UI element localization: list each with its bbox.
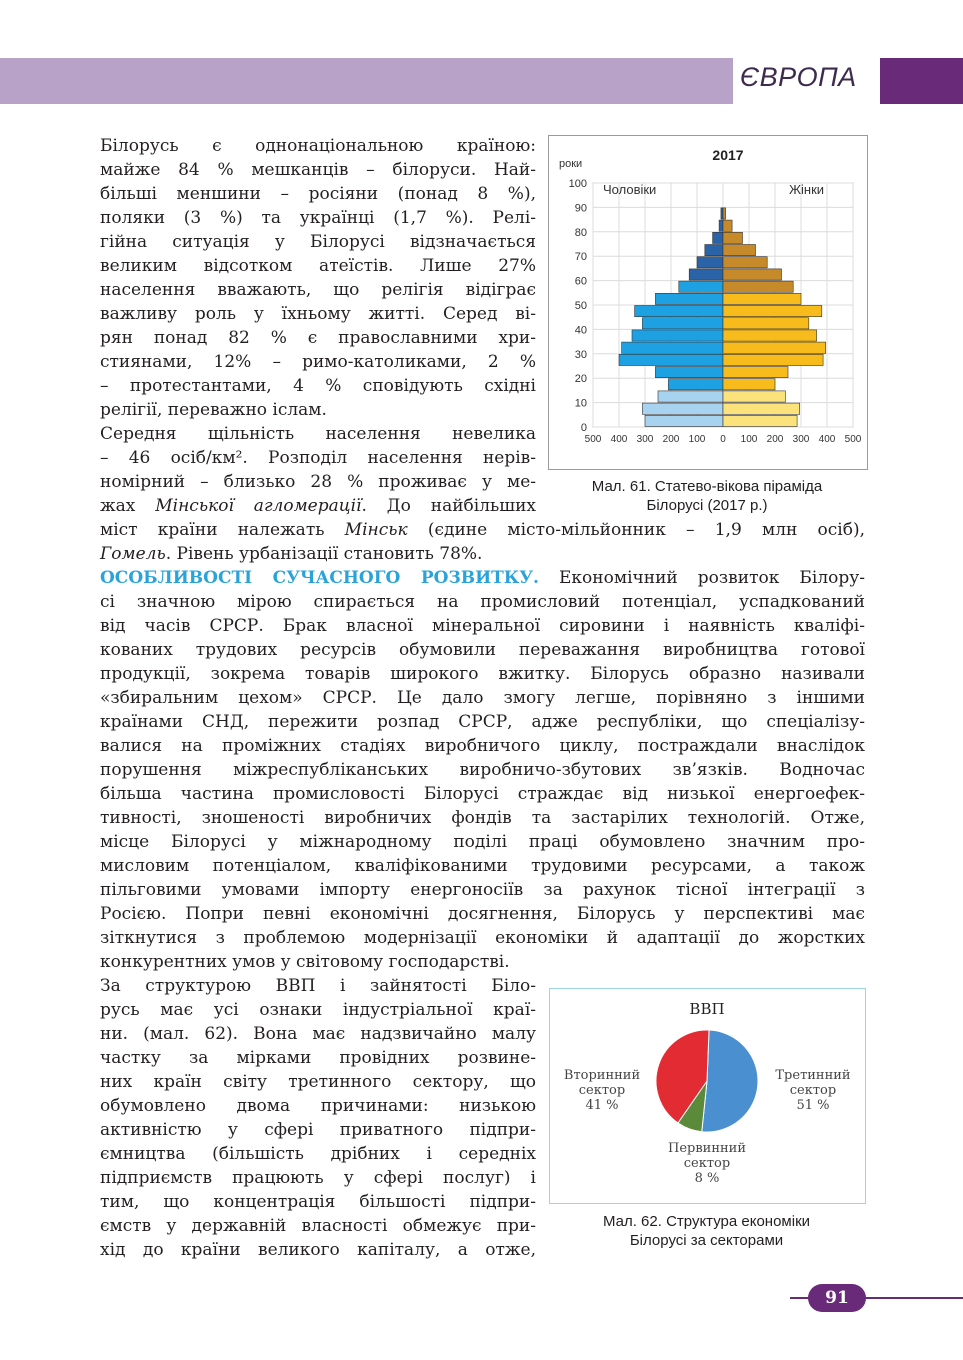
bar-women (723, 306, 822, 317)
pie-label-line2: сектор (578, 1083, 626, 1098)
pie-value-label: 8 % (694, 1171, 720, 1186)
gdp-pie-chart (550, 989, 865, 1203)
text-line: поляки (3 %) та українці (1,7 %). Релі- (100, 208, 536, 228)
x-tick-label: 200 (662, 434, 680, 445)
paragraph-development-first: ОСОБЛИВОСТІ СУЧАСНОГО РОЗВИТКУ. Економічний розвиток Білору- (100, 568, 865, 588)
bar-men (645, 415, 723, 426)
bar-women (723, 269, 782, 280)
paragraph-gdp-structure (100, 974, 536, 1262)
pie-label-line2: сектор (789, 1083, 837, 1098)
bar-men (655, 293, 723, 304)
y-tick-label: 90 (574, 202, 587, 215)
pie-value-label: 41 % (585, 1098, 619, 1113)
bar-women (723, 281, 793, 292)
legend-women: Жінки (789, 182, 825, 197)
bar-women (723, 379, 775, 390)
bar-men (635, 306, 723, 317)
x-tick-label: 200 (766, 434, 784, 445)
text-line: стиянами, 12% – римо-католиками, 2 % (100, 352, 536, 372)
bar-men (705, 245, 723, 256)
bar-women (723, 342, 826, 353)
pie-label-line1: Третинний (775, 1068, 851, 1083)
gdp-pie-figure (549, 988, 866, 1204)
x-tick-label: 300 (792, 434, 810, 445)
figure61-caption-line1: Мал. 61. Статево-вікова піраміда (591, 478, 823, 495)
text-line: Середня щільність населення невелика (100, 424, 536, 444)
y-tick-label: 60 (574, 275, 587, 288)
y-tick-label: 100 (568, 178, 587, 190)
y-tick-label: 20 (574, 373, 587, 386)
bar-women (723, 391, 785, 402)
text-line: конкурентних умов у світовому господарстві. (100, 952, 510, 972)
text-line: ємництва (більшість дрібних і середніх (100, 1144, 536, 1164)
paragraph-development (100, 590, 865, 974)
bar-women (723, 220, 732, 231)
text-line: валися на проміжних стадіях виробничого циклу, постраждали внаслідок (100, 736, 865, 756)
x-tick-label: 300 (636, 434, 654, 445)
bar-men (642, 403, 723, 414)
bar-men (632, 330, 723, 341)
text-line: активністю у сфері приватного підпри- (100, 1120, 536, 1140)
bar-men (619, 354, 723, 365)
legend-men: Чоловіки (603, 182, 657, 197)
text-line: них країн світу третинного сектору, що (100, 1072, 536, 1092)
bar-women (723, 415, 797, 426)
bar-women (723, 354, 823, 365)
text-line: сі значною мірою спирається на промисловий потенціал, успадкований (100, 592, 865, 612)
text-line: населення вважають, що релігія відіграє (100, 280, 536, 300)
bar-women (723, 232, 743, 243)
bar-men (668, 379, 723, 390)
text-line: кованих трудових ресурсів обумовили переважання виробництва готової (100, 640, 865, 660)
bar-women (723, 330, 817, 341)
text-line: підприємств працюють у сфері послуг) і (100, 1168, 536, 1188)
pie-label-line2: сектор (683, 1156, 731, 1171)
bar-women (723, 318, 809, 329)
bar-women (723, 367, 788, 378)
chart-title: 2017 (712, 147, 744, 163)
bar-men (721, 208, 723, 219)
text-line: Росією. Попри певні економічні досягнення, Білорусь у перспективі має (100, 904, 865, 924)
text-line: великим відсотком атеїстів. Лише 27% (100, 256, 536, 276)
text-line: – протестантами, 4 % сповідують східні (100, 376, 536, 396)
text-line: – 46 осіб/км². Розподіл населення нерів- (100, 448, 536, 468)
paragraph-density (100, 422, 536, 494)
population-pyramid-chart (549, 136, 867, 469)
text-line: ни. (мал. 62). Вона має надзвичайно малу (100, 1024, 536, 1044)
x-tick-label: 100 (688, 434, 706, 445)
pie-label-line1: Вторинний (563, 1068, 641, 1083)
text-line: важливу роль у їхньому житті. Серед ві- (100, 304, 536, 324)
bar-men (642, 318, 723, 329)
text-line: номірний – близько 28 % проживає у ме- (100, 472, 536, 492)
text-line: зіткнутися з проблемою модернізації економіки й адаптації до жорстких (100, 928, 865, 948)
bar-women (723, 245, 756, 256)
text-line: пільговими умовами імпорту енергоносіїв за рахунок тісної інтеграції з (100, 880, 865, 900)
text-line: релігії, переважно іслам. (100, 400, 327, 420)
figure62-caption (549, 1212, 864, 1250)
x-tick-label: 100 (740, 434, 758, 445)
figure61-caption (548, 477, 866, 515)
text-line: продукції, зокрема товарів широкого вжитку. Білорусь образно називали (100, 664, 865, 684)
bar-women (723, 403, 800, 414)
text-line: більші меншини – росіяни (понад 8 %), (100, 184, 536, 204)
text-line: майже 84 % мешканців – білоруси. Най- (100, 160, 536, 180)
bar-men (655, 367, 723, 378)
text-line: частку за мірками провідних розвине- (100, 1048, 536, 1068)
text-line: місце Білорусі у міжнародному поділі праці обумовлено значним про- (100, 832, 865, 852)
bar-men (679, 281, 723, 292)
y-tick-label: 30 (574, 348, 587, 361)
y-tick-label: 80 (574, 226, 587, 239)
text-line: мисловим потенціалом, кваліфікованими трудовими ресурсами, а також (100, 856, 865, 876)
population-pyramid-figure (548, 135, 868, 470)
bar-men (697, 257, 723, 268)
bar-women (723, 293, 801, 304)
y-tick-label: 50 (574, 300, 587, 312)
text-line: більша частина промисловості Білорусі страждає від низької енергоефек- (100, 784, 865, 804)
text-line: Білорусь є однонаціональною країною: (100, 136, 536, 156)
figure62-caption-line2: Білорусі за секторами (629, 1232, 784, 1249)
x-tick-label: 500 (844, 434, 862, 445)
bar-men (719, 220, 723, 231)
y-tick-label: 40 (574, 324, 587, 337)
pie-label-line1: Первинний (668, 1141, 746, 1156)
pie-title: ВВП (689, 1000, 725, 1018)
figure61-caption-line2: Білорусі (2017 р.) (646, 497, 768, 514)
text-line: від часів СРСР. Брак власної мінеральної сировини і наявність кваліфі- (100, 616, 865, 636)
header-bar (0, 58, 733, 104)
text-line: хід до країни великого капіталу, а отже, (100, 1240, 536, 1260)
text-line: країнами СНД, пережити розпад СРСР, адже республіки, що спеціалізу- (100, 712, 865, 732)
text-line: «збиральним цехом» СРСР. Це дало змогу легше, порівняно з іншими (100, 688, 865, 708)
x-tick-label: 400 (818, 434, 836, 445)
text-line: тивності, зношеності виробничих фондів та застарілих технологій. Отже, (100, 808, 865, 828)
paragraph-density-line4: жах Мінської агломерації. До найбільших (100, 496, 536, 516)
bar-women (723, 208, 726, 219)
text-line: рян понад 82 % є православними хри- (100, 328, 536, 348)
text-line: обумовлено двома причинами: низькою (100, 1096, 536, 1116)
bar-men (658, 391, 723, 402)
page-number: 91 (808, 1284, 866, 1312)
text-line: русь має усі ознаки індустріальної краї- (100, 1000, 536, 1020)
text-line: За структурою ВВП і зайнятості Біло- (100, 976, 536, 996)
section-title: ЄВРОПА (740, 62, 857, 92)
pie-value-label: 51 % (796, 1098, 830, 1113)
y-tick-label: 10 (574, 397, 587, 410)
text-line: ємств у державній власності обмежує при- (100, 1216, 536, 1236)
x-tick-label: 0 (720, 434, 726, 445)
text-line: тим, що концентрація більшості підпри- (100, 1192, 536, 1212)
paragraph-religion (100, 134, 536, 422)
bar-men (689, 269, 723, 280)
header-accent (880, 58, 963, 104)
text-line: гійна ситуація у Білорусі відзначається (100, 232, 536, 252)
section-heading: ОСОБЛИВОСТІ СУЧАСНОГО РОЗВИТКУ. (100, 568, 539, 588)
bar-women (723, 257, 767, 268)
bar-men (622, 342, 723, 353)
y-tick-label: 0 (580, 422, 587, 434)
text-line: порушення міжреспубліканських виробничо-збутових зв’язків. Водночас (100, 760, 865, 780)
bar-men (713, 232, 723, 243)
pie-slice (702, 1030, 758, 1132)
y-tick-label: 70 (574, 251, 587, 264)
y-axis-label: роки (559, 158, 583, 170)
x-tick-label: 500 (584, 434, 602, 445)
paragraph-density-line5: міст країни належать Мінськ (єдине місто-мільйонник – 1,9 млн осіб), Гомель. Рівень урбанізації становить 78%. (100, 520, 865, 564)
x-tick-label: 400 (610, 434, 628, 445)
figure62-caption-line1: Мал. 62. Структура економіки (602, 1213, 811, 1230)
